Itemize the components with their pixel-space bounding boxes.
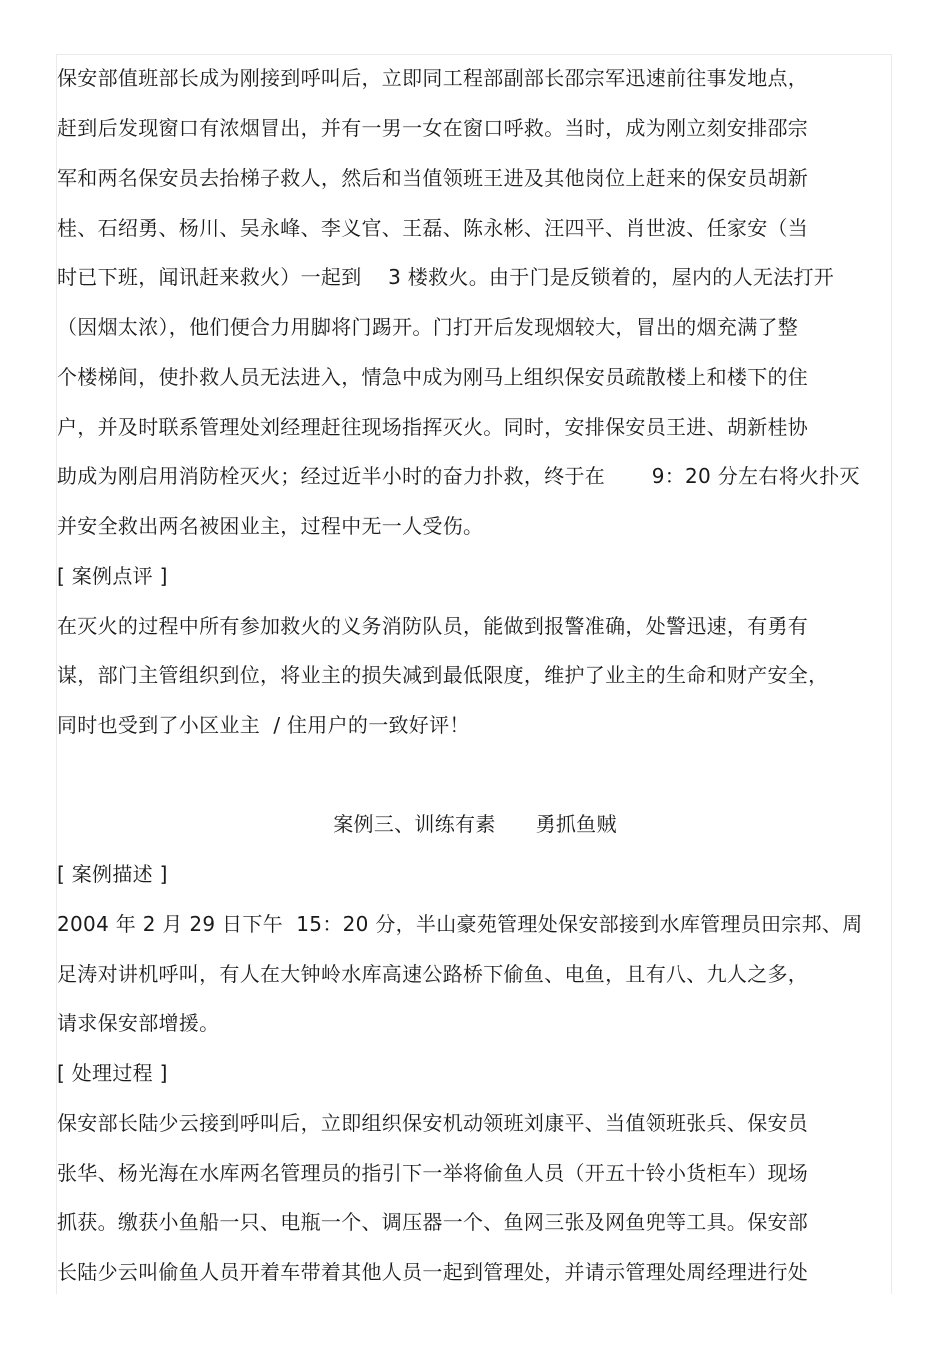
paragraph-line: 张华、杨光海在水库两名管理员的指引下一举将偷鱼人员（开五十铃小货柜车）现场 <box>57 1161 809 1185</box>
page-border-right <box>891 54 892 1294</box>
paragraph-line: 同时也受到了小区业主 / 住用户的一致好评！ <box>57 713 470 737</box>
paragraph-line: 长陆少云叫偷鱼人员开着车带着其他人员一起到管理处，并请示管理处周经理进行处 <box>57 1260 809 1284</box>
paragraph-line: 个楼梯间，使扑救人员无法进入，情急中成为刚马上组织保安员疏散楼上和楼下的住 <box>57 365 809 389</box>
paragraph-line: 户，并及时联系管理处刘经理赶往现场指挥灭火。同时，安排保安员王进、胡新桂协 <box>57 415 809 439</box>
paragraph-line: 时已下班，闻讯赶来救火）一起到 3 楼救火。由于门是反锁着的，屋内的人无法打开 <box>57 265 835 289</box>
case-title: 案例三、训练有素 勇抓鱼贼 <box>333 812 617 836</box>
paragraph-line: 2004 年 2 月 29 日下午 15：20 分，半山豪苑管理处保安部接到水库管理员田宗邦、周 <box>57 912 863 936</box>
paragraph-line: 保安部值班部长成为刚接到呼叫后，立即同工程部副部长邵宗军迅速前往事发地点， <box>57 66 809 90</box>
paragraph-line: 保安部长陆少云接到呼叫后，立即组织保安机动领班刘康平、当值领班张兵、保安员 <box>57 1111 809 1135</box>
paragraph-line: （因烟太浓），他们便合力用脚将门踢开。门打开后发现烟较大，冒出的烟充满了整 <box>57 315 799 339</box>
paragraph-line: 赶到后发现窗口有浓烟冒出，并有一男一女在窗口呼救。当时，成为刚立刻安排邵宗 <box>57 116 809 140</box>
paragraph-line: 在灭火的过程中所有参加救火的义务消防队员，能做到报警准确，处警迅速，有勇有 <box>57 614 809 638</box>
paragraph-line: 抓获。缴获小鱼船一只、电瓶一个、调压器一个、鱼网三张及网鱼兜等工具。保安部 <box>57 1210 809 1234</box>
page-border-top <box>56 54 892 55</box>
section-heading-review: [ 案例点评 ] <box>57 564 168 588</box>
paragraph-line: 谋，部门主管组织到位，将业主的损失减到最低限度，维护了业主的生命和财产安全， <box>57 663 829 687</box>
section-heading-process: [ 处理过程 ] <box>57 1061 168 1085</box>
paragraph-line: 军和两名保安员去抬梯子救人，然后和当值领班王进及其他岗位上赶来的保安员胡新 <box>57 166 809 190</box>
section-heading-description: [ 案例描述 ] <box>57 862 168 886</box>
paragraph-line: 助成为刚启用消防栓灭火；经过近半小时的奋力扑救，终于在 9：20 分左右将火扑灭 <box>57 464 860 488</box>
paragraph-line: 足涛对讲机呼叫，有人在大钟岭水库高速公路桥下偷鱼、电鱼，且有八、九人之多， <box>57 962 809 986</box>
paragraph-line: 桂、石绍勇、杨川、吴永峰、李义官、王磊、陈永彬、汪四平、肖世波、任家安（当 <box>57 216 809 240</box>
paragraph-line: 并安全救出两名被困业主，过程中无一人受伤。 <box>57 514 484 538</box>
paragraph-line: 请求保安部增援。 <box>57 1011 220 1035</box>
